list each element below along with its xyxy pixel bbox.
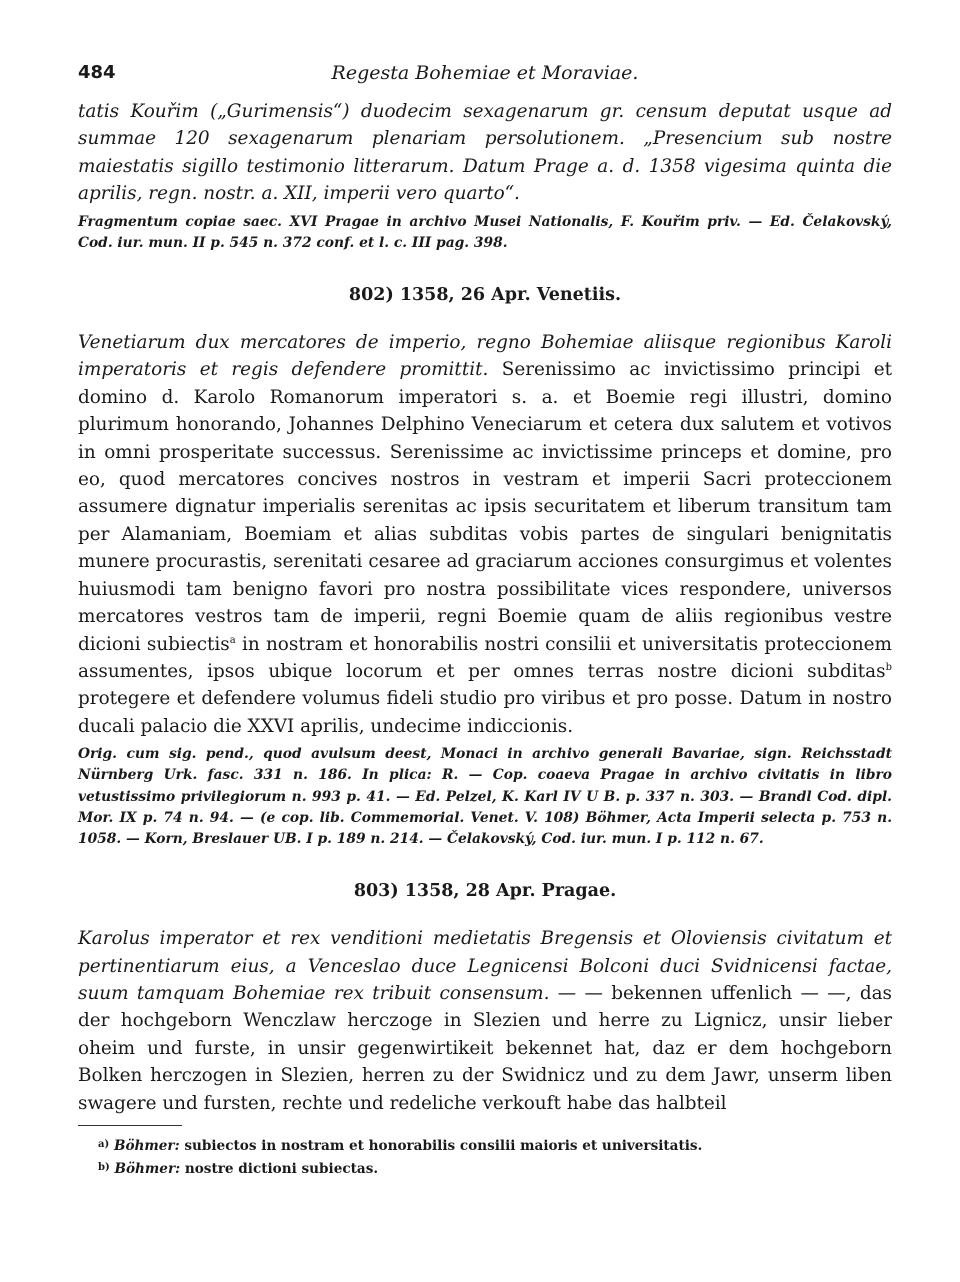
footnote-sigil: a) — [98, 1138, 110, 1150]
footnote-b — [78, 1157, 892, 1180]
entry-summary-802: Venetiarum dux mercatores de imperio, regno Bohemiae aliisque regionibus Karoli imperatoris et regis defendere promittit. — [78, 332, 892, 381]
footnote-sigil: b) — [98, 1161, 110, 1173]
footnote-divider — [78, 1125, 182, 1126]
running-title: Regesta Bohemiae et Moraviae. — [331, 62, 639, 84]
entry-body-802-part1: Serenissimo ac invictissimo principi et domino d. Karolo Romanorum imperatori s. a. et Boemie regi illustri, domino plurimum honorando, Johannes Delphino Veneciarum et cetera dux salutem et votivos in omni prosperitate successus. Serenissime ac invictissime princeps et domine, pro eo, quod mercatores concives nostros in vestram et imperii Sacri proteccionem assumere dignatur imperialis serenitas ac ipsis securitatem et liberum transitum tam per Alamaniam, Boemiam et alias subditas vobis partes de singulari benignitatis munere procurastis, serenitati cesaree ad graciarum acciones consurgimus et volentes huiusmodi tam benigno favori pro nostra possibilitate vices respondere, universos mercatores vestros tam de imperii, regni Boemie quam de aliis regionibus vestre dicioni subiectis — [78, 359, 893, 655]
page-number: 484 — [78, 62, 116, 83]
entry-heading-803: 803) 1358, 28 Apr. Pragae. — [353, 881, 617, 902]
footnotes — [78, 1134, 892, 1180]
entry-summary-803: Karolus imperator et rex venditioni medietatis Bregensis et Oloviensis civitatum et pertinentiarum eius, a Venceslao duce Legnicensi Bolconi duci Svidnicensi factae, suum tamquam Bohemiae rex tribuit consensum. — [78, 928, 892, 1004]
footnote-ref-a: a — [229, 634, 236, 646]
entry-body-802-part3: protegere et defendere volumus fideli studio pro viribus et pro posse. Datum in nostro ducali palacio die XXVI aprilis, undecime indiccionis. — [78, 688, 892, 737]
page-header — [78, 62, 892, 98]
entry-heading-802: 802) 1358, 26 Apr. Venetiis. — [348, 285, 622, 306]
footnote-text: subiectos in nostram et honorabilis consilii maioris et universitatis. — [179, 1137, 703, 1154]
document-page — [78, 62, 892, 1180]
footnote-text: nostre dictioni subiectas. — [180, 1160, 379, 1177]
footnote-ref-b: b — [885, 661, 892, 673]
continued-text: tatis Kouřim („Gurimensis“) duodecim sexagenarum gr. censum deputat usque ad summae 120 sexagenarum plenariam persolutionem. „Presencium sub nostre maiestatis sigillo testimonio litterarum. Datum Prage a. d. 1358 vigesima quinta die aprilis, regn. nostr. a. XII, imperii vero quarto“. — [78, 101, 892, 205]
entry-body-802-part2: in nostram et honorabilis nostri consilii et universitatis proteccionem assumentes, ipsos ubique locorum et per omnes terras nostre dicioni subditas — [78, 633, 892, 682]
entry-text-803 — [78, 925, 892, 1117]
entry-text-802 — [78, 329, 892, 740]
source-note-802: Orig. cum sig. pend., quod avulsum deest, Monaci in archivo generali Bavariae, sign. Reichsstadt Nürnberg Urk. fasc. 331 n. 186. In plica: R. — Cop. coaeva Pragae in archivo civitatis in libro vetustissimo privilegiorum n. 993 p. 41. — Ed. Pelzel, K. Karl IV U B. p. 337 n. 303. — Brandl Cod. dipl. Mor. IX p. 74 n. 94. — (e cop. lib. Commemorial. Venet. V. 108) Böhmer, Acta Imperii selecta p. 753 n. 1058. — Korn, Breslauer UB. I p. 189 n. 214. — Čelakovský, Cod. iur. mun. I p. 112 n. 67. — [78, 746, 892, 847]
footnote-author: Böhmer: — [113, 1137, 180, 1154]
footnote-author: Böhmer: — [114, 1160, 181, 1177]
source-note-801: Fragmentum copiae saec. XVI Pragae in archivo Musei Nationalis, F. Kouřim priv. — Ed. Čelakovský, Cod. iur. mun. II p. 545 n. 372 conf. et l. c. III pag. 398. — [78, 213, 892, 251]
footnote-a — [78, 1134, 892, 1157]
entry-body-803: — — bekennen uffenlich — —, das der hochgeborn Wenczlaw herczoge in Slezien und herre zu Lignicz, unsir lieber oheim und furste, in unsir gegenwirtikeit bekennet hat, daz er dem hochgeborn Bolken herczogen in Slezien, herren zu der Swidnicz und zu dem Jawr, unserm liben swagere und fursten, rechte und redeliche verkouft habe das halbteil — [78, 982, 892, 1114]
